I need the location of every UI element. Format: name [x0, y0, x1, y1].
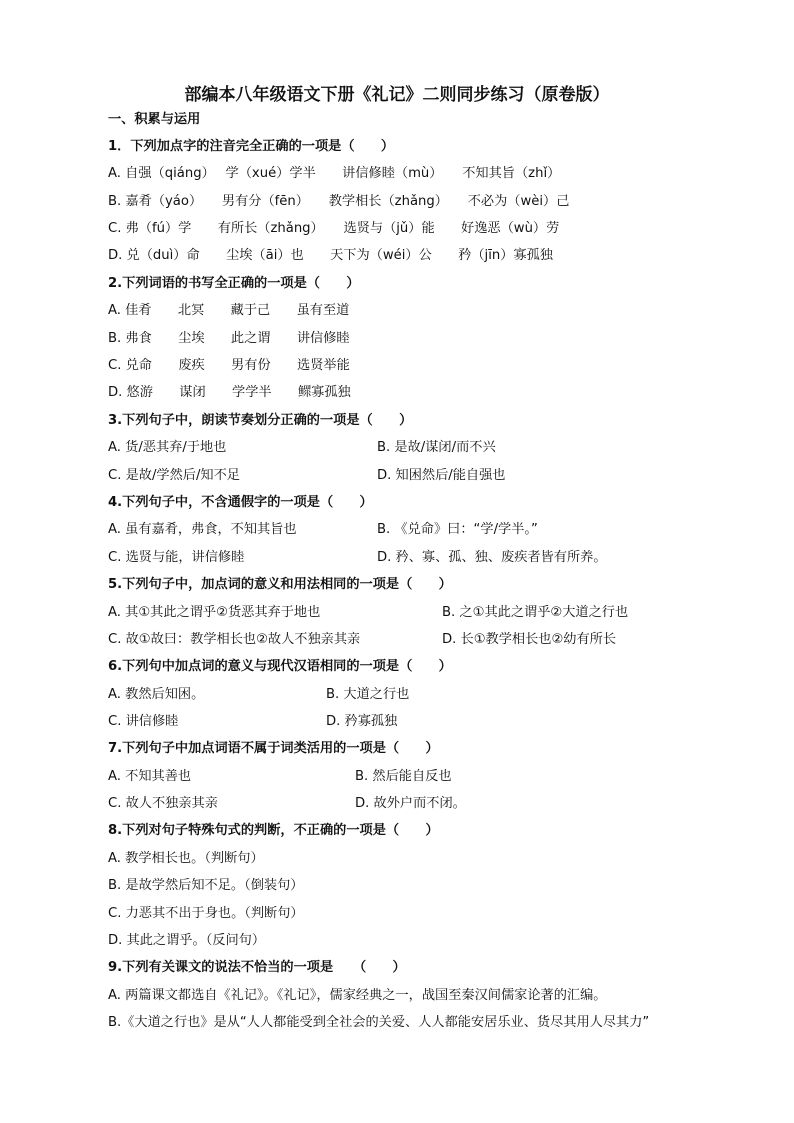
- question-9-option-b: B.《大道之行也》是从“人人都能受到全社会的关爱、人人都能安居乐业、货尽其用人尽其力”: [108, 1015, 650, 1030]
- question-4-option-b: B. 《兑命》曰：“学/学半。”: [377, 522, 538, 537]
- question-6-option-d: D. 矜寡孤独: [326, 714, 398, 729]
- question-3-option-b: B. 是故/谋闭/而不兴: [377, 440, 496, 455]
- question-8-option-d: D. 其此之谓乎。（反问句）: [108, 933, 265, 948]
- question-2-option-b: B. 弗食 尘埃 此之谓 讲信修睦: [108, 331, 350, 346]
- question-5-option-c: C. 故①故曰：教学相长也②故人不独亲其亲: [108, 632, 361, 647]
- question-5-option-a: A. 其①其此之谓乎②货恶其弃于地也: [108, 605, 321, 620]
- question-3-stem: 3.下列句子中，朗读节奏划分正确的一项是（ ）: [108, 413, 413, 428]
- question-2-option-d: D. 悠游 谋闭 学学半 鳏寡孤独: [108, 385, 351, 400]
- question-5-stem: 5.下列句子中，加点词的意义和用法相同的一项是（ ）: [108, 577, 452, 592]
- question-6-option-c: C. 讲信修睦: [108, 714, 179, 729]
- question-6-option-a: A. 教然后知困。: [108, 687, 205, 702]
- question-2-option-c: C. 兑命 废疾 男有份 选贤举能: [108, 358, 350, 373]
- question-3-option-c: C. 是故/学然后/知不足: [108, 468, 240, 483]
- question-4-option-c: C. 选贤与能，讲信修睦: [108, 550, 245, 565]
- question-8-stem: 8.下列对句子特殊句式的判断，不正确的一项是（ ）: [108, 823, 439, 838]
- question-4-option-a: A. 虽有嘉肴，弗食，不知其旨也: [108, 522, 297, 537]
- question-3-option-d: D. 知困然后/能自强也: [377, 468, 506, 483]
- question-8-option-c: C. 力恶其不出于身也。（判断句）: [108, 906, 304, 921]
- question-8-option-b: B. 是故学然后知不足。（倒装句）: [108, 878, 304, 893]
- question-1-option-b: B. 嘉肴（yáo） 男有分（fēn） 教学相长（zhǎng） 不必为（wèi）己: [108, 194, 570, 209]
- page-title: 部编本八年级语文下册《礼记》二则同步练习（原卷版）: [184, 85, 610, 105]
- question-7-option-b: B. 然后能自反也: [355, 769, 452, 784]
- question-1-option-d: D. 兑（duì）命 尘埃（āi）也 天下为（wéi）公 矜（jīn）寡孤独: [108, 248, 553, 263]
- question-9-option-a: A. 两篇课文都选自《礼记》。《礼记》，儒家经典之一，战国至秦汉间儒家论著的汇编。: [108, 988, 607, 1003]
- question-1-option-a: A. 自强（qiáng） 学（xué）学半 讲信修睦（mù） 不知其旨（zhǐ）: [108, 166, 561, 181]
- question-3-option-a: A. 货/恶其弃/于地也: [108, 440, 227, 455]
- question-2-option-a: A. 佳肴 北冥 藏于己 虽有至道: [108, 303, 350, 318]
- question-2-stem: 2.下列词语的书写全正确的一项是（ ）: [108, 276, 360, 291]
- question-7-option-c: C. 故人不独亲其亲: [108, 796, 218, 811]
- section-heading: 一、积累与运用: [108, 112, 201, 127]
- question-1-option-c: C. 弗（fú）学 有所长（zhǎng） 选贤与（jǔ）能 好逸恶（wù）劳: [108, 221, 560, 236]
- question-5-option-d: D. 长①教学相长也②幼有所长: [442, 632, 617, 647]
- question-9-stem: 9.下列有关课文的说法不恰当的一项是 （ ）: [108, 960, 406, 975]
- question-7-option-a: A. 不知其善也: [108, 769, 192, 784]
- question-7-stem: 7.下列句子中加点词语不属于词类活用的一项是（ ）: [108, 741, 439, 756]
- question-6-option-b: B. 大道之行也: [326, 687, 410, 702]
- question-4-stem: 4.下列句子中，不含通假字的一项是（ ）: [108, 495, 373, 510]
- question-6-stem: 6.下列句中加点词的意义与现代汉语相同的一项是（ ）: [108, 659, 452, 674]
- question-4-option-d: D. 矜、寡、孤、独、废疾者皆有所养。: [377, 550, 607, 565]
- question-7-option-d: D. 故外户而不闭。: [355, 796, 466, 811]
- question-1-stem: 1．下列加点字的注音完全正确的一项是（ ）: [108, 139, 395, 154]
- question-8-option-a: A. 教学相长也。（判断句）: [108, 851, 264, 866]
- question-5-option-b: B. 之①其此之谓乎②大道之行也: [442, 605, 629, 620]
